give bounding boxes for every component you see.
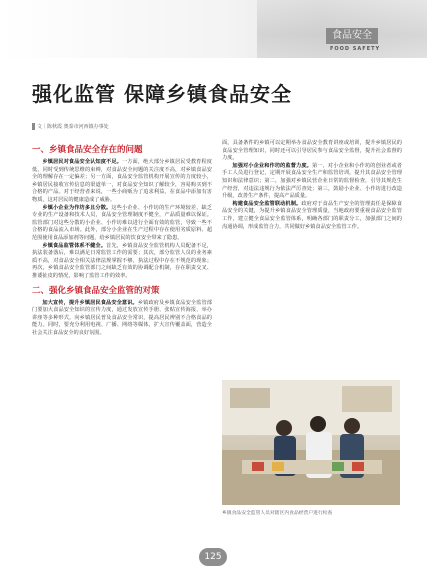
section-tag: 食品安全 bbox=[326, 28, 378, 44]
byline-text: 文｜陈秋霞 奥泰市河西镇办事处 bbox=[37, 124, 109, 130]
paragraph-body: 乡镇政府及乡镇食品安全监管部门要加大食品安全知识的宣传力度，通过发放宣传手册、张贴宣传海报、举办讲座等多种形式，向乡镇居民普及食品安全常识，提高居民辨别不合格食品的能力。同时，要充分利用电视、广播、网络等媒体，扩大宣传覆盖面，营造全社会关注食品安全的良好氛围。 bbox=[32, 299, 212, 336]
paragraph-body: 政府对于食品生产安全的管理责任是保障食品安全的关键，为提升乡镇食品安全管理质量，当地政府要重视食品安全监管工作，建立健全食品安全监管体系，明确各部门的职责分工，加强部门之间的沟通协调，形成监管合力，共同做好乡镇食品安全监管工作。 bbox=[222, 200, 402, 230]
paragraph bbox=[32, 300, 212, 338]
photo-caption: 乡镇食品安全监管人员对辖区内食品经营户进行检查 bbox=[222, 511, 333, 516]
paragraph bbox=[32, 243, 212, 281]
paragraph bbox=[222, 201, 402, 231]
inspection-photo-illustration bbox=[222, 380, 400, 505]
right-column bbox=[222, 140, 402, 231]
paragraph-lead: 加强对小企业和作坊的监督力度。 bbox=[232, 162, 312, 169]
paragraph-body: 第一，对小企业和小作坊的创业者或者手工人员进行登记，定期开展食品安全生产和监管培训，提升其食品安全管理知识和法律意识；第二，加强对乡镇民营企业日常的监督检查，引导其规范生产经营，对违法违规行为依法严厉查处；第三，鼓励小企业、小作坊进行改造升级，改善生产条件，提高产品质量。 bbox=[222, 162, 402, 200]
left-column bbox=[32, 140, 212, 337]
paragraph-body: 一方面，绝大部分乡镇居民受教育程度低，同时受到传统思维的束缚，对食品安全问题的关注度不高，对乡镇食品安全的理解存在一定偏差；另一方面，食品安全监管机构开展宣传的力度较小，乡镇居民接收宣传信息的渠道单一，对食品安全知识了解较少，容易购买到不合格的产品。对于经营者来说，一些小商贩为了追求利益，在食品中添加有害物质，这对居民的健康造成了威胁。 bbox=[32, 159, 212, 203]
paragraph-body: 首先，乡镇食品安全监管机构人员配备不足，执法装备落后，难以满足日常监管工作的需要；其次，部分监管人员的业务素质不高，对食品安全相关法律法规掌握不够，执法过程中存在不规范的现象；再次，乡镇食品安全监管部门之间缺乏有效的协调配合机制，存在职责交叉、推诿扯皮的情况，影响了监管工作的效率。 bbox=[32, 242, 212, 279]
paragraph bbox=[32, 159, 212, 205]
article-title: 强化监管 保障乡镇食品安全 bbox=[32, 82, 292, 106]
paragraph-lead: 乡镇食品监管体系不健全。 bbox=[42, 242, 107, 249]
paragraph: 面，具备条件的乡镇可以定期举办食品安全教育讲座或培训，提升乡镇居民的食品安全管理知识，同时还可以引导居民参与食品安全监督，提升社会监督的力度。 bbox=[222, 140, 402, 162]
section-heading-1: 一、乡镇食品安全存在的问题 bbox=[32, 145, 143, 155]
section-tag-en: FOOD SAFETY bbox=[330, 46, 381, 52]
paragraph-body: 这些小企业、小作坊的生产环境较差，缺乏专业的生产设备和技术人员，食品安全管理制度不健全，产品质量难以保证。监管部门对这些分散的小企业、小作坊难以进行全面有效的监管，导致一些不合格的食品流入市场。此外，部分小企业在生产过程中存在使用劣质原料、超范围使用食品添加剂等问题，给乡镇居民的饮食安全带来了隐患。 bbox=[32, 204, 212, 241]
byline-bar bbox=[32, 123, 35, 130]
paragraph-lead: 加大宣传，提升乡镇居民食品安全意识。 bbox=[42, 299, 138, 306]
section-heading-2: 二、强化乡镇食品安全监管的对策 bbox=[32, 285, 160, 296]
paragraph-lead: 构建食品安全监管联动机制。 bbox=[232, 200, 302, 207]
inspection-photo bbox=[222, 380, 400, 505]
paragraph bbox=[32, 205, 212, 243]
paragraph bbox=[222, 163, 402, 201]
byline bbox=[32, 123, 109, 130]
paragraph-lead: 乡镇居民对食品安全认知度不足。 bbox=[42, 159, 122, 165]
paragraph-lead: 乡镇小企业为作坊多且分散。 bbox=[42, 204, 112, 211]
page-number: 125 bbox=[199, 548, 227, 566]
